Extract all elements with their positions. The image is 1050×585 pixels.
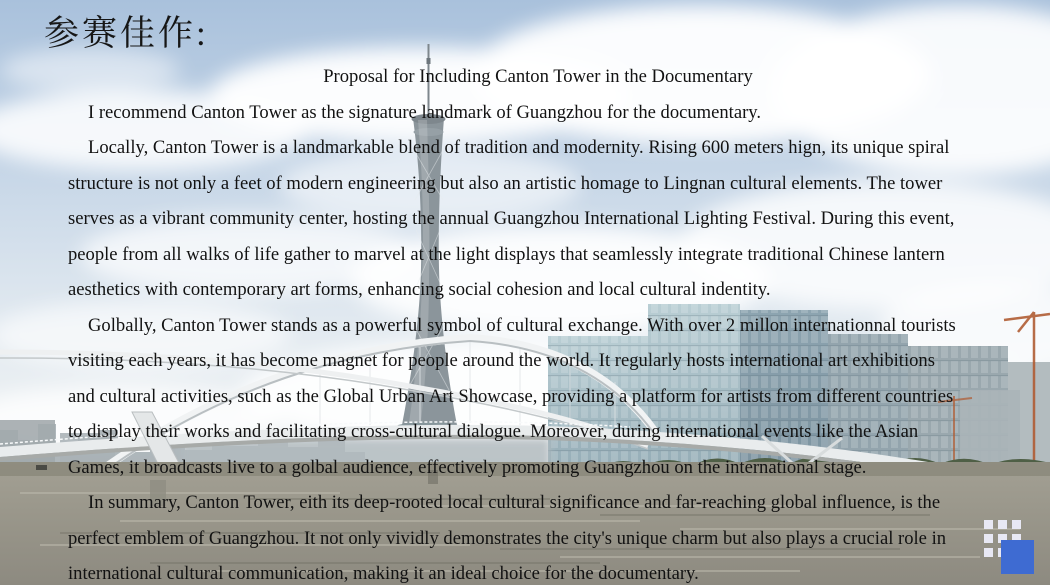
text-line: Games, it broadcasts live to a golbal audience, effectively promoting Guangzhou on the international stage.	[68, 456, 867, 478]
text-line: I recommend Canton Tower as the signature landmark of Guangzhou for the documentary.	[88, 101, 762, 123]
body-text	[68, 59, 1008, 585]
slide-title: 参赛佳作:	[44, 14, 209, 53]
text-line: visiting each years, it has become magnet for people around the world. It regularly hosts international art exhibitions	[68, 350, 935, 371]
text-line: perfect emblem of Guangzhou. It not only vividly demonstrates the city's unique charm but also plays a crucial role in	[68, 527, 947, 549]
text-line: Golbally, Canton Tower stands as a powerful symbol of cultural exchange. With over 2 millon internationnal tourists	[88, 314, 956, 336]
grid-cell	[1012, 520, 1021, 529]
text-line: to display their works and facilitating cross-cultural dialogue. Moreover, during international events like the Asian	[68, 421, 919, 442]
text-line: In summary, Canton Tower, eith its deep-rooted local cultural significance and far-reaching global influence, is the	[88, 492, 941, 513]
text-line: aesthetics with contemporary art forms, enhancing social cohesion and local cultural indentity.	[68, 279, 771, 300]
text-line: and cultural activities, such as the Global Urban Art Showcase, providing a platform for artists from different countries	[68, 385, 954, 407]
text-line: Proposal for Including Canton Tower in the Documentary	[323, 66, 753, 87]
text-line: serves as a vibrant community center, hosting the annual Guangzhou International Lighting Festival. During this event,	[68, 208, 955, 229]
text-line: Locally, Canton Tower is a landmarkable blend of tradition and modernity. Rising 600 meters hign, its unique spiral	[88, 137, 950, 158]
text-line: people from all walks of life gather to marvel at the light displays that seamlessly integrate traditional Chinese lantern	[68, 243, 945, 265]
text-line: international cultural communication, making it an ideal choice for the documentary.	[68, 563, 699, 584]
text-line: structure is not only a feet of modern engineering but also an artistic homage to Lingnan cultural elements. The tower	[68, 172, 943, 194]
